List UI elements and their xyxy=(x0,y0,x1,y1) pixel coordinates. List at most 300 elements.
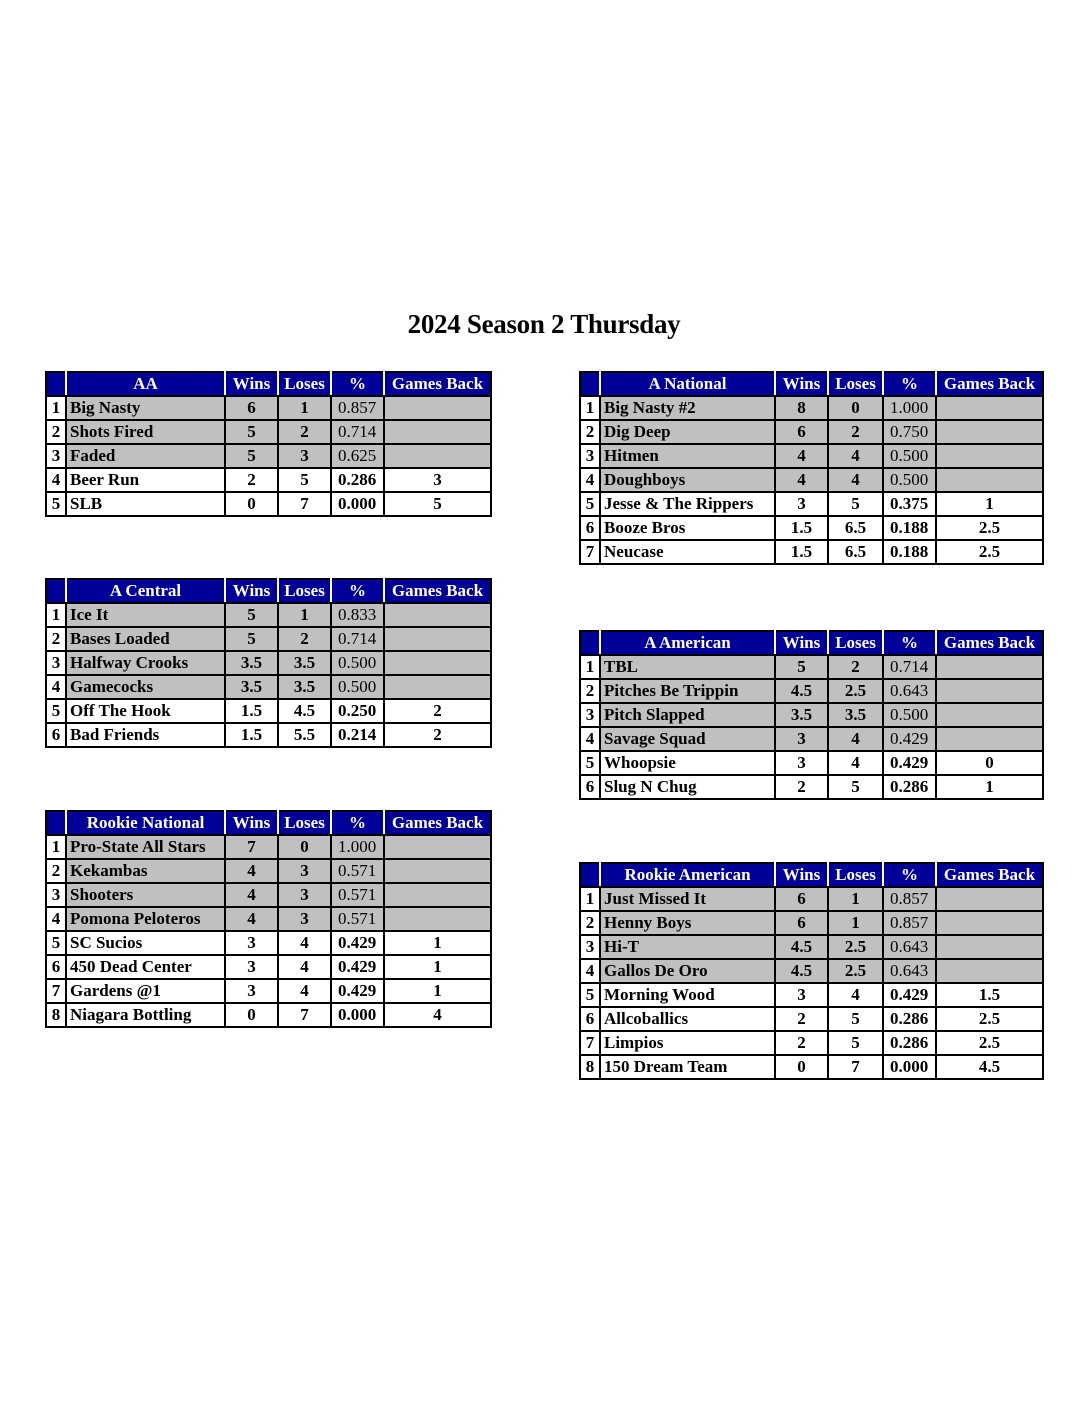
table-row xyxy=(46,627,491,651)
table-row xyxy=(580,396,1043,420)
team-loses: 5 xyxy=(828,775,883,799)
table-header-row xyxy=(46,372,491,396)
team-name: Limpios xyxy=(600,1031,775,1055)
team-pct: 0.857 xyxy=(883,911,936,935)
team-wins: 4.5 xyxy=(775,959,828,983)
team-pct: 0.857 xyxy=(883,887,936,911)
table-row xyxy=(46,420,491,444)
team-games-back: 4.5 xyxy=(936,1055,1043,1079)
team-rank: 7 xyxy=(580,540,600,564)
team-rank: 7 xyxy=(46,979,66,1003)
team-name: Big Nasty xyxy=(66,396,225,420)
team-wins: 2 xyxy=(775,1031,828,1055)
team-loses: 7 xyxy=(278,492,331,516)
team-wins: 2 xyxy=(775,1007,828,1031)
table-header-row xyxy=(580,863,1043,887)
team-loses: 3.5 xyxy=(278,675,331,699)
team-games-back: 2.5 xyxy=(936,540,1043,564)
team-games-back: 0 xyxy=(936,751,1043,775)
team-pct: 0.857 xyxy=(331,396,384,420)
team-name: Big Nasty #2 xyxy=(600,396,775,420)
team-wins: 7 xyxy=(225,835,278,859)
table-row xyxy=(46,468,491,492)
team-loses: 3 xyxy=(278,859,331,883)
team-games-back: 5 xyxy=(384,492,491,516)
team-rank: 3 xyxy=(580,703,600,727)
team-loses: 4 xyxy=(278,931,331,955)
team-rank: 1 xyxy=(46,603,66,627)
team-games-back xyxy=(936,727,1043,751)
standings-table-aa xyxy=(45,371,492,517)
standings-table-a-central xyxy=(45,578,492,748)
team-name: 450 Dead Center xyxy=(66,955,225,979)
team-games-back xyxy=(384,883,491,907)
team-wins: 4 xyxy=(225,907,278,931)
table-row xyxy=(580,959,1043,983)
team-wins: 3 xyxy=(225,979,278,1003)
team-games-back xyxy=(936,420,1043,444)
header-loses: Loses xyxy=(828,863,883,887)
team-loses: 5 xyxy=(278,468,331,492)
table-row xyxy=(46,651,491,675)
header-loses: Loses xyxy=(828,631,883,655)
table-row xyxy=(580,911,1043,935)
table-row xyxy=(580,751,1043,775)
team-pct: 0.000 xyxy=(331,1003,384,1027)
team-rank: 6 xyxy=(46,955,66,979)
team-name: Neucase xyxy=(600,540,775,564)
table-row xyxy=(46,675,491,699)
team-loses: 5 xyxy=(828,1007,883,1031)
team-pct: 0.429 xyxy=(883,983,936,1007)
table-row xyxy=(580,703,1043,727)
team-wins: 1.5 xyxy=(225,699,278,723)
team-pct: 0.429 xyxy=(883,751,936,775)
table-row xyxy=(46,492,491,516)
team-pct: 0.000 xyxy=(331,492,384,516)
team-wins: 3.5 xyxy=(775,703,828,727)
header-pct: % xyxy=(331,372,384,396)
team-pct: 0.643 xyxy=(883,935,936,959)
team-loses: 0 xyxy=(278,835,331,859)
team-games-back xyxy=(936,679,1043,703)
team-wins: 3 xyxy=(775,492,828,516)
team-rank: 4 xyxy=(46,907,66,931)
team-rank: 5 xyxy=(580,751,600,775)
header-games-back: Games Back xyxy=(384,811,491,835)
team-rank: 5 xyxy=(46,931,66,955)
team-pct: 0.571 xyxy=(331,883,384,907)
team-pct: 1.000 xyxy=(331,835,384,859)
division-name: A Central xyxy=(66,579,225,603)
team-wins: 8 xyxy=(775,396,828,420)
header-wins: Wins xyxy=(775,631,828,655)
team-pct: 0.286 xyxy=(883,1031,936,1055)
team-name: Booze Bros xyxy=(600,516,775,540)
table-header-row xyxy=(46,811,491,835)
team-games-back: 2.5 xyxy=(936,1007,1043,1031)
header-pct: % xyxy=(883,863,936,887)
team-pct: 0.429 xyxy=(883,727,936,751)
team-name: Off The Hook xyxy=(66,699,225,723)
team-loses: 0 xyxy=(828,396,883,420)
team-loses: 2.5 xyxy=(828,935,883,959)
team-rank: 3 xyxy=(580,444,600,468)
table-row xyxy=(580,492,1043,516)
team-wins: 6 xyxy=(775,887,828,911)
team-rank: 6 xyxy=(46,723,66,747)
team-pct: 0.429 xyxy=(331,979,384,1003)
team-pct: 0.500 xyxy=(331,651,384,675)
team-games-back: 3 xyxy=(384,468,491,492)
team-wins: 2 xyxy=(775,775,828,799)
team-loses: 2 xyxy=(278,627,331,651)
table-row xyxy=(46,907,491,931)
team-games-back: 1 xyxy=(384,931,491,955)
team-name: Just Missed It xyxy=(600,887,775,911)
division-name: A American xyxy=(600,631,775,655)
header-wins: Wins xyxy=(225,811,278,835)
team-rank: 2 xyxy=(46,420,66,444)
table-row xyxy=(46,603,491,627)
header-loses: Loses xyxy=(278,811,331,835)
team-name: Henny Boys xyxy=(600,911,775,935)
team-games-back: 1 xyxy=(936,492,1043,516)
team-name: Slug N Chug xyxy=(600,775,775,799)
team-loses: 5.5 xyxy=(278,723,331,747)
team-pct: 0.833 xyxy=(331,603,384,627)
header-games-back: Games Back xyxy=(384,579,491,603)
team-pct: 0.714 xyxy=(331,627,384,651)
standings-table-a-national xyxy=(579,371,1044,565)
team-rank: 1 xyxy=(580,655,600,679)
team-loses: 5 xyxy=(828,1031,883,1055)
team-pct: 0.188 xyxy=(883,516,936,540)
team-wins: 4.5 xyxy=(775,935,828,959)
team-games-back xyxy=(384,420,491,444)
team-loses: 5 xyxy=(828,492,883,516)
header-pct: % xyxy=(883,372,936,396)
team-rank: 1 xyxy=(46,835,66,859)
table-row xyxy=(580,983,1043,1007)
team-name: Ice It xyxy=(66,603,225,627)
team-games-back xyxy=(936,444,1043,468)
team-rank: 3 xyxy=(46,883,66,907)
team-loses: 2 xyxy=(828,420,883,444)
team-rank: 8 xyxy=(46,1003,66,1027)
header-rank xyxy=(580,631,600,655)
team-loses: 1 xyxy=(278,396,331,420)
standings-table-rookie-national xyxy=(45,810,492,1028)
table-row xyxy=(46,979,491,1003)
team-name: Pitch Slapped xyxy=(600,703,775,727)
team-loses: 3 xyxy=(278,444,331,468)
table-row xyxy=(580,516,1043,540)
team-name: Allcoballics xyxy=(600,1007,775,1031)
table-row xyxy=(580,1055,1043,1079)
table-row xyxy=(580,935,1043,959)
team-pct: 0.571 xyxy=(331,907,384,931)
table-row xyxy=(46,444,491,468)
team-games-back xyxy=(936,468,1043,492)
team-name: Dig Deep xyxy=(600,420,775,444)
team-name: 150 Dream Team xyxy=(600,1055,775,1079)
team-rank: 4 xyxy=(46,675,66,699)
team-wins: 0 xyxy=(225,492,278,516)
team-rank: 2 xyxy=(46,627,66,651)
table-row xyxy=(580,444,1043,468)
team-pct: 0.571 xyxy=(331,859,384,883)
team-name: Pitches Be Trippin xyxy=(600,679,775,703)
team-rank: 5 xyxy=(46,699,66,723)
header-games-back: Games Back xyxy=(936,863,1043,887)
team-games-back xyxy=(936,959,1043,983)
table-row xyxy=(46,723,491,747)
header-pct: % xyxy=(331,811,384,835)
team-games-back: 2 xyxy=(384,723,491,747)
team-rank: 4 xyxy=(580,727,600,751)
header-rank xyxy=(46,579,66,603)
team-name: Bases Loaded xyxy=(66,627,225,651)
table-row xyxy=(580,655,1043,679)
team-games-back xyxy=(936,935,1043,959)
team-pct: 0.643 xyxy=(883,679,936,703)
team-name: Niagara Bottling xyxy=(66,1003,225,1027)
table-row xyxy=(580,1031,1043,1055)
team-games-back: 1 xyxy=(384,979,491,1003)
page-title: 2024 Season 2 Thursday xyxy=(407,309,681,339)
team-pct: 0.714 xyxy=(331,420,384,444)
team-rank: 6 xyxy=(580,1007,600,1031)
team-wins: 5 xyxy=(225,603,278,627)
team-loses: 3 xyxy=(278,883,331,907)
team-pct: 0.250 xyxy=(331,699,384,723)
team-wins: 3 xyxy=(775,983,828,1007)
table-row xyxy=(46,699,491,723)
team-name: Shots Fired xyxy=(66,420,225,444)
team-games-back xyxy=(936,911,1043,935)
header-rank xyxy=(580,372,600,396)
team-pct: 0.286 xyxy=(883,775,936,799)
team-games-back: 2.5 xyxy=(936,1031,1043,1055)
table-row xyxy=(46,955,491,979)
division-name: A National xyxy=(600,372,775,396)
team-name: Beer Run xyxy=(66,468,225,492)
team-games-back: 1 xyxy=(936,775,1043,799)
team-name: Hitmen xyxy=(600,444,775,468)
team-wins: 0 xyxy=(775,1055,828,1079)
team-loses: 2.5 xyxy=(828,959,883,983)
team-pct: 0.750 xyxy=(883,420,936,444)
team-name: SLB xyxy=(66,492,225,516)
team-wins: 6 xyxy=(775,420,828,444)
team-rank: 2 xyxy=(580,911,600,935)
header-pct: % xyxy=(883,631,936,655)
team-rank: 5 xyxy=(580,492,600,516)
table-row xyxy=(580,420,1043,444)
team-rank: 3 xyxy=(46,444,66,468)
team-games-back xyxy=(384,627,491,651)
standings-table-rookie-american xyxy=(579,862,1044,1080)
team-loses: 2 xyxy=(278,420,331,444)
team-games-back xyxy=(384,651,491,675)
standings-table-a-american xyxy=(579,630,1044,800)
team-games-back: 1 xyxy=(384,955,491,979)
team-name: Pro-State All Stars xyxy=(66,835,225,859)
table-row xyxy=(46,1003,491,1027)
team-name: Savage Squad xyxy=(600,727,775,751)
table-row xyxy=(580,540,1043,564)
team-games-back xyxy=(936,655,1043,679)
table-row xyxy=(580,468,1043,492)
team-name: Whoopsie xyxy=(600,751,775,775)
team-wins: 5 xyxy=(775,655,828,679)
team-pct: 0.286 xyxy=(331,468,384,492)
team-name: Hi-T xyxy=(600,935,775,959)
header-loses: Loses xyxy=(278,579,331,603)
header-loses: Loses xyxy=(278,372,331,396)
team-rank: 5 xyxy=(46,492,66,516)
team-pct: 0.500 xyxy=(883,444,936,468)
table-row xyxy=(580,887,1043,911)
team-pct: 0.714 xyxy=(883,655,936,679)
table-row xyxy=(580,775,1043,799)
team-name: Gamecocks xyxy=(66,675,225,699)
team-rank: 2 xyxy=(46,859,66,883)
team-rank: 4 xyxy=(46,468,66,492)
team-rank: 8 xyxy=(580,1055,600,1079)
team-pct: 0.643 xyxy=(883,959,936,983)
team-games-back: 2.5 xyxy=(936,516,1043,540)
team-wins: 5 xyxy=(225,420,278,444)
table-row xyxy=(580,1007,1043,1031)
team-games-back xyxy=(384,444,491,468)
team-pct: 0.188 xyxy=(883,540,936,564)
team-loses: 2.5 xyxy=(828,679,883,703)
team-rank: 4 xyxy=(580,959,600,983)
team-pct: 0.000 xyxy=(883,1055,936,1079)
team-loses: 1 xyxy=(278,603,331,627)
team-pct: 0.286 xyxy=(883,1007,936,1031)
team-games-back xyxy=(384,907,491,931)
team-wins: 2 xyxy=(225,468,278,492)
header-games-back: Games Back xyxy=(936,372,1043,396)
team-rank: 2 xyxy=(580,420,600,444)
team-wins: 3 xyxy=(775,727,828,751)
team-rank: 1 xyxy=(580,887,600,911)
team-wins: 3 xyxy=(775,751,828,775)
team-rank: 4 xyxy=(580,468,600,492)
team-games-back xyxy=(936,887,1043,911)
team-loses: 4 xyxy=(278,979,331,1003)
team-name: TBL xyxy=(600,655,775,679)
team-pct: 0.429 xyxy=(331,931,384,955)
team-rank: 5 xyxy=(580,983,600,1007)
team-loses: 4 xyxy=(828,751,883,775)
team-games-back: 4 xyxy=(384,1003,491,1027)
team-games-back xyxy=(384,835,491,859)
team-loses: 1 xyxy=(828,887,883,911)
team-wins: 6 xyxy=(775,911,828,935)
team-name: Halfway Crooks xyxy=(66,651,225,675)
team-games-back xyxy=(936,396,1043,420)
team-loses: 6.5 xyxy=(828,516,883,540)
team-pct: 1.000 xyxy=(883,396,936,420)
header-wins: Wins xyxy=(775,863,828,887)
header-pct: % xyxy=(331,579,384,603)
header-loses: Loses xyxy=(828,372,883,396)
team-loses: 4 xyxy=(278,955,331,979)
header-rank xyxy=(46,372,66,396)
team-wins: 1.5 xyxy=(225,723,278,747)
team-loses: 4 xyxy=(828,983,883,1007)
team-loses: 3 xyxy=(278,907,331,931)
header-rank xyxy=(46,811,66,835)
team-wins: 5 xyxy=(225,444,278,468)
team-wins: 3.5 xyxy=(225,675,278,699)
team-games-back xyxy=(384,859,491,883)
team-wins: 1.5 xyxy=(775,516,828,540)
team-name: Shooters xyxy=(66,883,225,907)
team-loses: 3.5 xyxy=(828,703,883,727)
team-pct: 0.500 xyxy=(883,703,936,727)
header-games-back: Games Back xyxy=(936,631,1043,655)
team-name: Doughboys xyxy=(600,468,775,492)
table-header-row xyxy=(580,631,1043,655)
team-pct: 0.214 xyxy=(331,723,384,747)
team-wins: 5 xyxy=(225,627,278,651)
team-wins: 4 xyxy=(225,859,278,883)
team-rank: 6 xyxy=(580,775,600,799)
team-rank: 3 xyxy=(46,651,66,675)
team-pct: 0.375 xyxy=(883,492,936,516)
team-name: Pomona Peloteros xyxy=(66,907,225,931)
header-wins: Wins xyxy=(225,579,278,603)
table-header-row xyxy=(46,579,491,603)
team-name: Kekambas xyxy=(66,859,225,883)
team-pct: 0.429 xyxy=(331,955,384,979)
team-wins: 3 xyxy=(225,955,278,979)
team-wins: 0 xyxy=(225,1003,278,1027)
team-pct: 0.500 xyxy=(331,675,384,699)
team-wins: 6 xyxy=(225,396,278,420)
team-games-back xyxy=(936,703,1043,727)
team-loses: 7 xyxy=(278,1003,331,1027)
team-rank: 3 xyxy=(580,935,600,959)
team-games-back xyxy=(384,675,491,699)
team-rank: 7 xyxy=(580,1031,600,1055)
team-name: Gallos De Oro xyxy=(600,959,775,983)
team-loses: 4.5 xyxy=(278,699,331,723)
team-wins: 4.5 xyxy=(775,679,828,703)
team-games-back xyxy=(384,396,491,420)
header-wins: Wins xyxy=(775,372,828,396)
team-games-back: 1.5 xyxy=(936,983,1043,1007)
table-row xyxy=(46,931,491,955)
team-wins: 4 xyxy=(775,444,828,468)
team-pct: 0.625 xyxy=(331,444,384,468)
team-name: SC Sucios xyxy=(66,931,225,955)
team-wins: 4 xyxy=(775,468,828,492)
team-loses: 3.5 xyxy=(278,651,331,675)
team-loses: 2 xyxy=(828,655,883,679)
table-row xyxy=(580,727,1043,751)
team-loses: 6.5 xyxy=(828,540,883,564)
team-name: Faded xyxy=(66,444,225,468)
team-wins: 1.5 xyxy=(775,540,828,564)
header-wins: Wins xyxy=(225,372,278,396)
table-row xyxy=(46,396,491,420)
